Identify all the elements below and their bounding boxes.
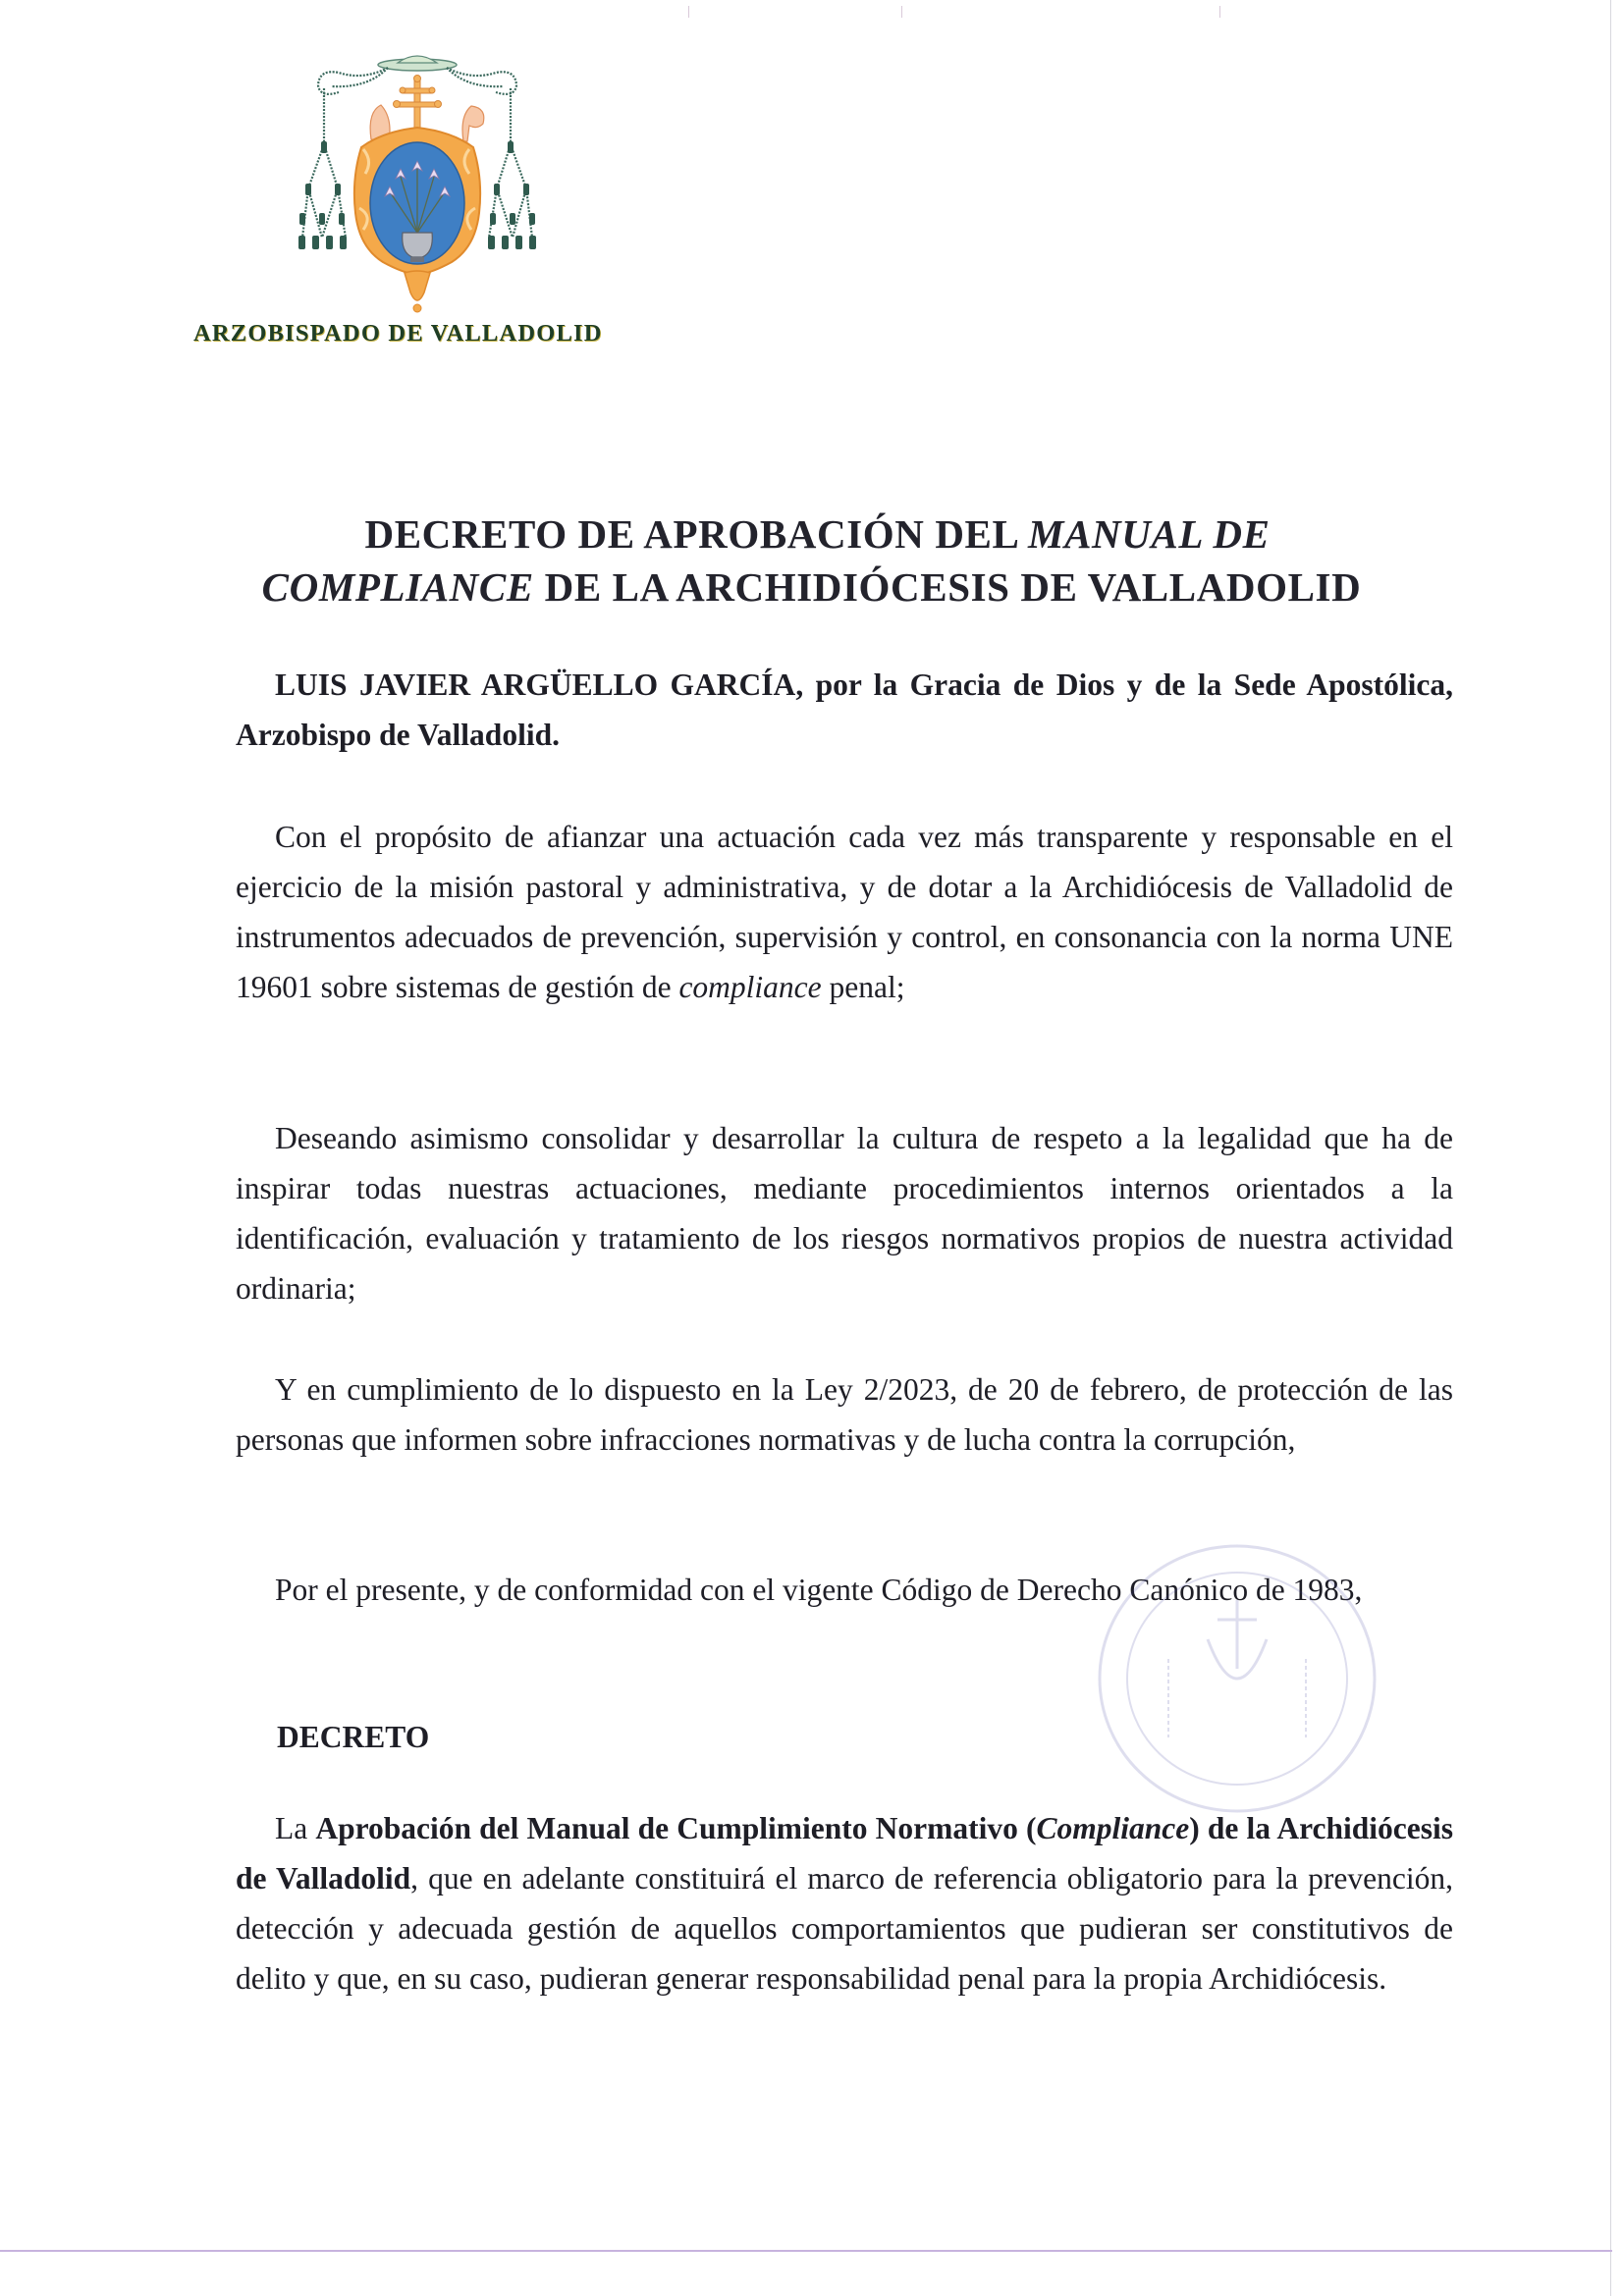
scan-mark	[901, 6, 902, 18]
issuer-name: LUIS JAVIER ARGÜELLO GARCÍA	[275, 667, 796, 702]
paragraph-canon-law: Por el presente, y de conformidad con el vigente Código de Derecho Canónico de 1983,	[275, 1573, 1363, 1607]
scan-mark	[1219, 6, 1220, 18]
decree-text: La	[275, 1811, 316, 1845]
issuer-intro	[236, 660, 1453, 760]
scan-mark	[688, 6, 689, 18]
paragraph-law: Y en cumplimiento de lo dispuesto en la Ley 2/2023, de 20 de febrero, de protección de las personas que informen sobre infracciones normativas y de lucha contra la corrupción,	[236, 1372, 1453, 1457]
paragraph-purpose	[236, 812, 1453, 1012]
paragraph-text: Con el propósito de afianzar una actuación cada vez más transparente y responsable en el ejercicio de la misión pastoral y administrativa, y de dotar a la Archidiócesis de Valladolid de instrumentos adecuados de prevención, supervisión y control, en consonancia con la norma UNE 19601 sobre sistemas de gestión de	[236, 820, 1453, 1004]
pendant	[405, 271, 430, 300]
paragraph-legality: Deseando asimismo consolidar y desarrollar la cultura de respeto a la legalidad que ha de inspirar todas nuestras actuaciones, mediante procedimientos internos orientados a la identificación, evaluación y tratamiento de los riesgos normativos propios de nuestra actividad ordinaria;	[236, 1121, 1453, 1306]
decree-heading: DECRETO	[277, 1720, 430, 1754]
decree-body	[236, 1803, 1453, 2003]
galero-crown	[398, 56, 437, 63]
paragraph-text: penal;	[821, 970, 905, 1004]
title-italic: MANUAL DE	[1028, 511, 1271, 558]
cross	[394, 76, 442, 131]
title-text: DE LA ARCHIDIÓCESIS DE VALLADOLID	[533, 564, 1362, 611]
vase	[403, 233, 433, 257]
title-line-2	[0, 561, 1623, 614]
title-text: DECRETO DE APROBACIÓN DEL	[364, 511, 1029, 558]
page-edge	[1610, 0, 1611, 2296]
title-italic: COMPLIANCE	[261, 564, 534, 611]
crozier	[462, 106, 484, 141]
document-title	[0, 507, 1623, 614]
bottom-rule	[0, 2250, 1612, 2252]
decree-bold-text: ) de la Archidiócesis de Valladolid	[236, 1811, 1453, 1896]
organization-name: ARZOBISPADO DE VALLADOLID	[193, 320, 603, 347]
decree-bold-text: Aprobación del Manual de Cumplimiento Normativo (	[315, 1811, 1037, 1845]
decree-bold-italic: Compliance	[1036, 1811, 1190, 1845]
issuer-title: , por la Gracia de Dios y de la Sede Apostólica, Arzobispo de Valladolid.	[236, 667, 1453, 752]
coat-of-arms-icon	[295, 51, 540, 316]
title-line-1	[0, 507, 1623, 561]
paragraph-italic: compliance	[678, 970, 822, 1004]
seal-stamp-icon	[1060, 1531, 1414, 1826]
decree-text: , que en adelante constituirá el marco de referencia obligatorio para la prevención, detección y adecuada gestión de aquellos comportamientos que pudieran ser constitutivos de delito y que, en su caso, pudieran generar responsabilidad penal para la propia Archidiócesis.	[236, 1861, 1453, 1996]
